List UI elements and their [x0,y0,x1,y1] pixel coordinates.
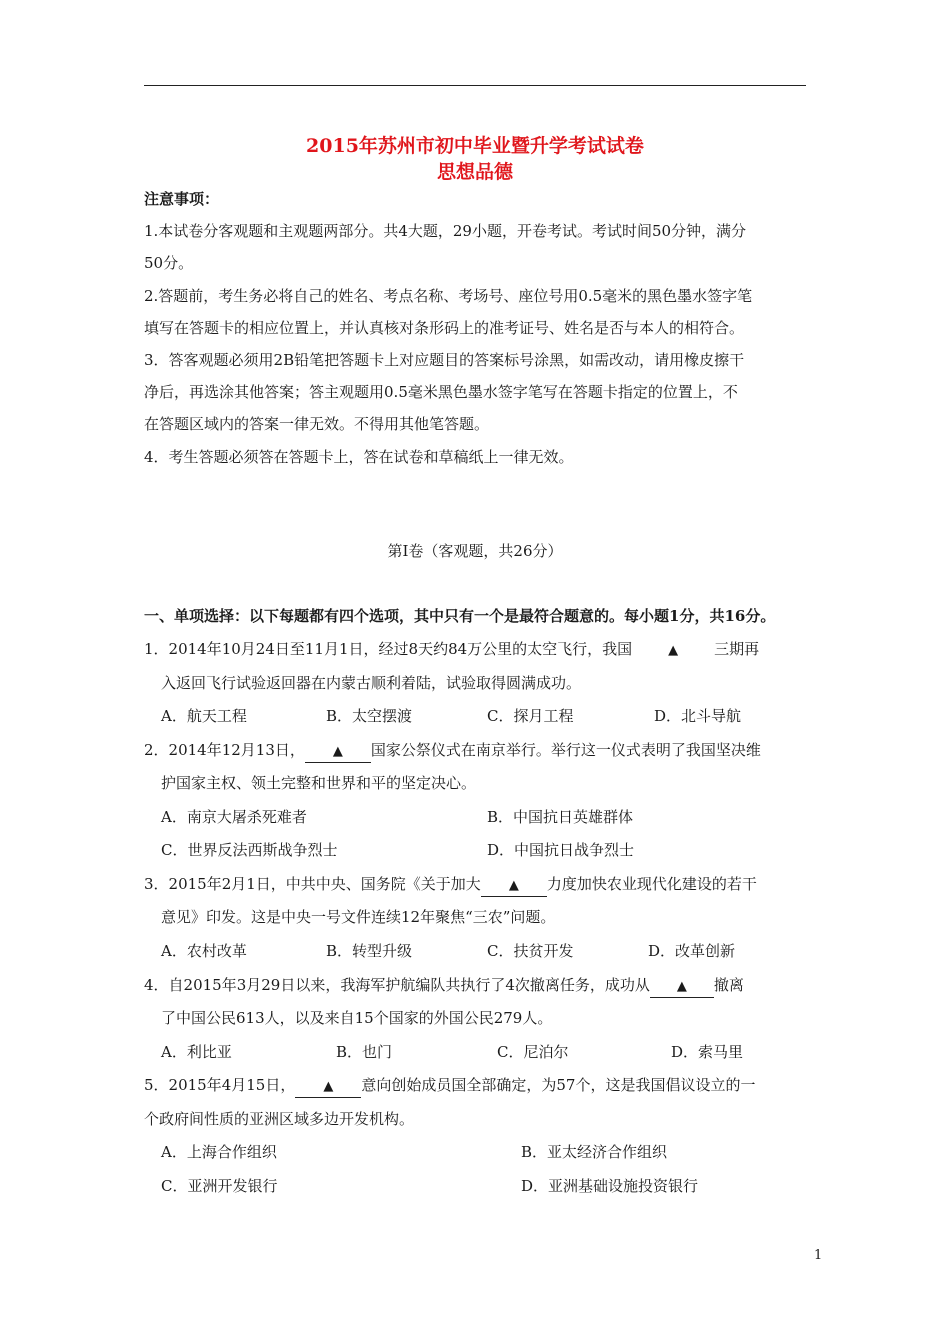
q1-option-d: D．北斗导航 [654,707,742,725]
q5-option-d: D．亚洲基础设施投资银行 [521,1177,699,1195]
note-3-line-3: 在答题区域内的答案一律无效。不得用其他笔答题。 [144,415,490,433]
question-1-line-2: 入返回飞行试验返回器在内蒙古顺利着陆，试验取得圆满成功。 [161,674,582,692]
exam-subject: 思想品德 [436,161,513,183]
question-4-text-after: 撤离 [713,976,744,994]
blank-triangle-icon: ▲ [481,876,547,897]
q3-option-c: C．扶贫开发 [487,942,574,960]
question-5-line-2: 个政府间性质的亚洲区域多边开发机构。 [144,1110,415,1128]
q5-option-a: A．上海合作组织 [161,1143,277,1161]
blank-triangle-icon: ▲ [650,977,714,998]
question-3-text: 3．2015年2月1日，中共中央、国务院《关于加大 [144,875,481,893]
header-rule [144,85,806,86]
q4-option-d: D．索马里 [671,1043,744,1061]
q4-option-a: A．利比亚 [161,1043,232,1061]
note-4: 4．考生答题必须答在答题卡上，答在试卷和草稿纸上一律无效。 [144,448,574,466]
note-2-line-2: 填写在答题卡的相应位置上，并认真核对条形码上的准考证号、姓名是否与本人的相符合。 [144,319,745,337]
q1-option-a: A．航天工程 [161,707,247,725]
blank-triangle-icon: ▲ [305,742,371,763]
q2-option-b: B．中国抗日英雄群体 [487,808,634,826]
q3-option-b: B．转型升级 [326,942,413,960]
question-3-text-after: 力度加快农业现代化建设的若干 [546,875,757,893]
note-1-line-2: 50分。 [144,254,194,272]
question-4-text: 4．自2015年3月29日以来，我海军护航编队共执行了4次撤离任务，成功从 [144,976,650,994]
q4-option-b: B．也门 [336,1043,393,1061]
q4-option-c: C．尼泊尔 [497,1043,569,1061]
note-2-line-1: 2.答题前，考生务必将自己的姓名、考点名称、考场号、座位号用0.5毫米的黑色墨水签字笔 [144,287,753,305]
question-3-line-2: 意见》印发。这是中央一号文件连续12年聚焦“三农”问题。 [161,908,556,926]
q3-option-a: A．农村改革 [161,942,247,960]
page-number: 1 [814,1248,823,1263]
q1-option-b: B．太空摆渡 [326,707,413,725]
q5-option-b: B．亚太经济合作组织 [521,1143,668,1161]
note-3-line-2: 净后，再选涂其他答案；答主观题用0.5毫米黑色墨水签字笔写在答题卡指定的位置上，不 [144,383,738,401]
question-2-text: 2．2014年12月13日， [144,741,305,759]
question-4-line-2: 了中国公民613人，以及来自15个国家的外国公民279人。 [161,1009,553,1027]
question-4-line-1 [144,975,744,998]
question-1-text: 1．2014年10月24日至11月1日，经过8天约84万公里的太空飞行，我国 [144,640,633,658]
question-5-text-after: 意向创始成员国全部确定，为57个，这是我国倡议设立的一 [361,1076,756,1094]
note-1-line-1: 1.本试卷分客观题和主观题两部分。共4大题，29小题，开卷考试。考试时间50分钟，满分 [144,222,747,240]
q2-option-a: A．南京大屠杀死难者 [161,808,307,826]
question-2-line-2: 护国家主权、领土完整和世界和平的坚定决心。 [161,774,477,792]
question-5-line-1 [144,1075,755,1098]
question-2-line-1 [144,740,761,763]
question-3-line-1 [144,874,757,897]
q2-option-c: C．世界反法西斯战争烈士 [161,841,338,859]
q2-option-d: D．中国抗日战争烈士 [487,841,635,859]
question-2-text-after: 国家公祭仪式在南京举行。举行这一仪式表明了我国坚决维 [370,741,761,759]
blank-triangle-icon: ▲ [295,1077,361,1098]
blank-triangle-icon: ▲ [668,643,679,658]
section-heading: 一、单项选择：以下每题都有四个选项，其中只有一个是最符合题意的。每小题1分，共16分。 [144,607,776,625]
question-5-text: 5．2015年4月15日， [144,1076,296,1094]
note-3-line-1: 3．答客观题必须用2B铅笔把答题卡上对应题目的答案标号涂黑，如需改动，请用橡皮擦干 [144,351,745,369]
q3-option-d: D．改革创新 [648,942,736,960]
question-1-text-after: 三期再 [714,640,760,658]
exam-title: 2015年苏州市初中毕业暨升学考试试卷 [306,135,644,157]
part1-heading: 第Ⅰ卷（客观题，共26分） [387,542,563,560]
question-1-line-1 [144,639,759,661]
notes-heading: 注意事项： [144,190,220,208]
q5-option-c: C．亚洲开发银行 [161,1177,278,1195]
q1-option-c: C．探月工程 [487,707,574,725]
